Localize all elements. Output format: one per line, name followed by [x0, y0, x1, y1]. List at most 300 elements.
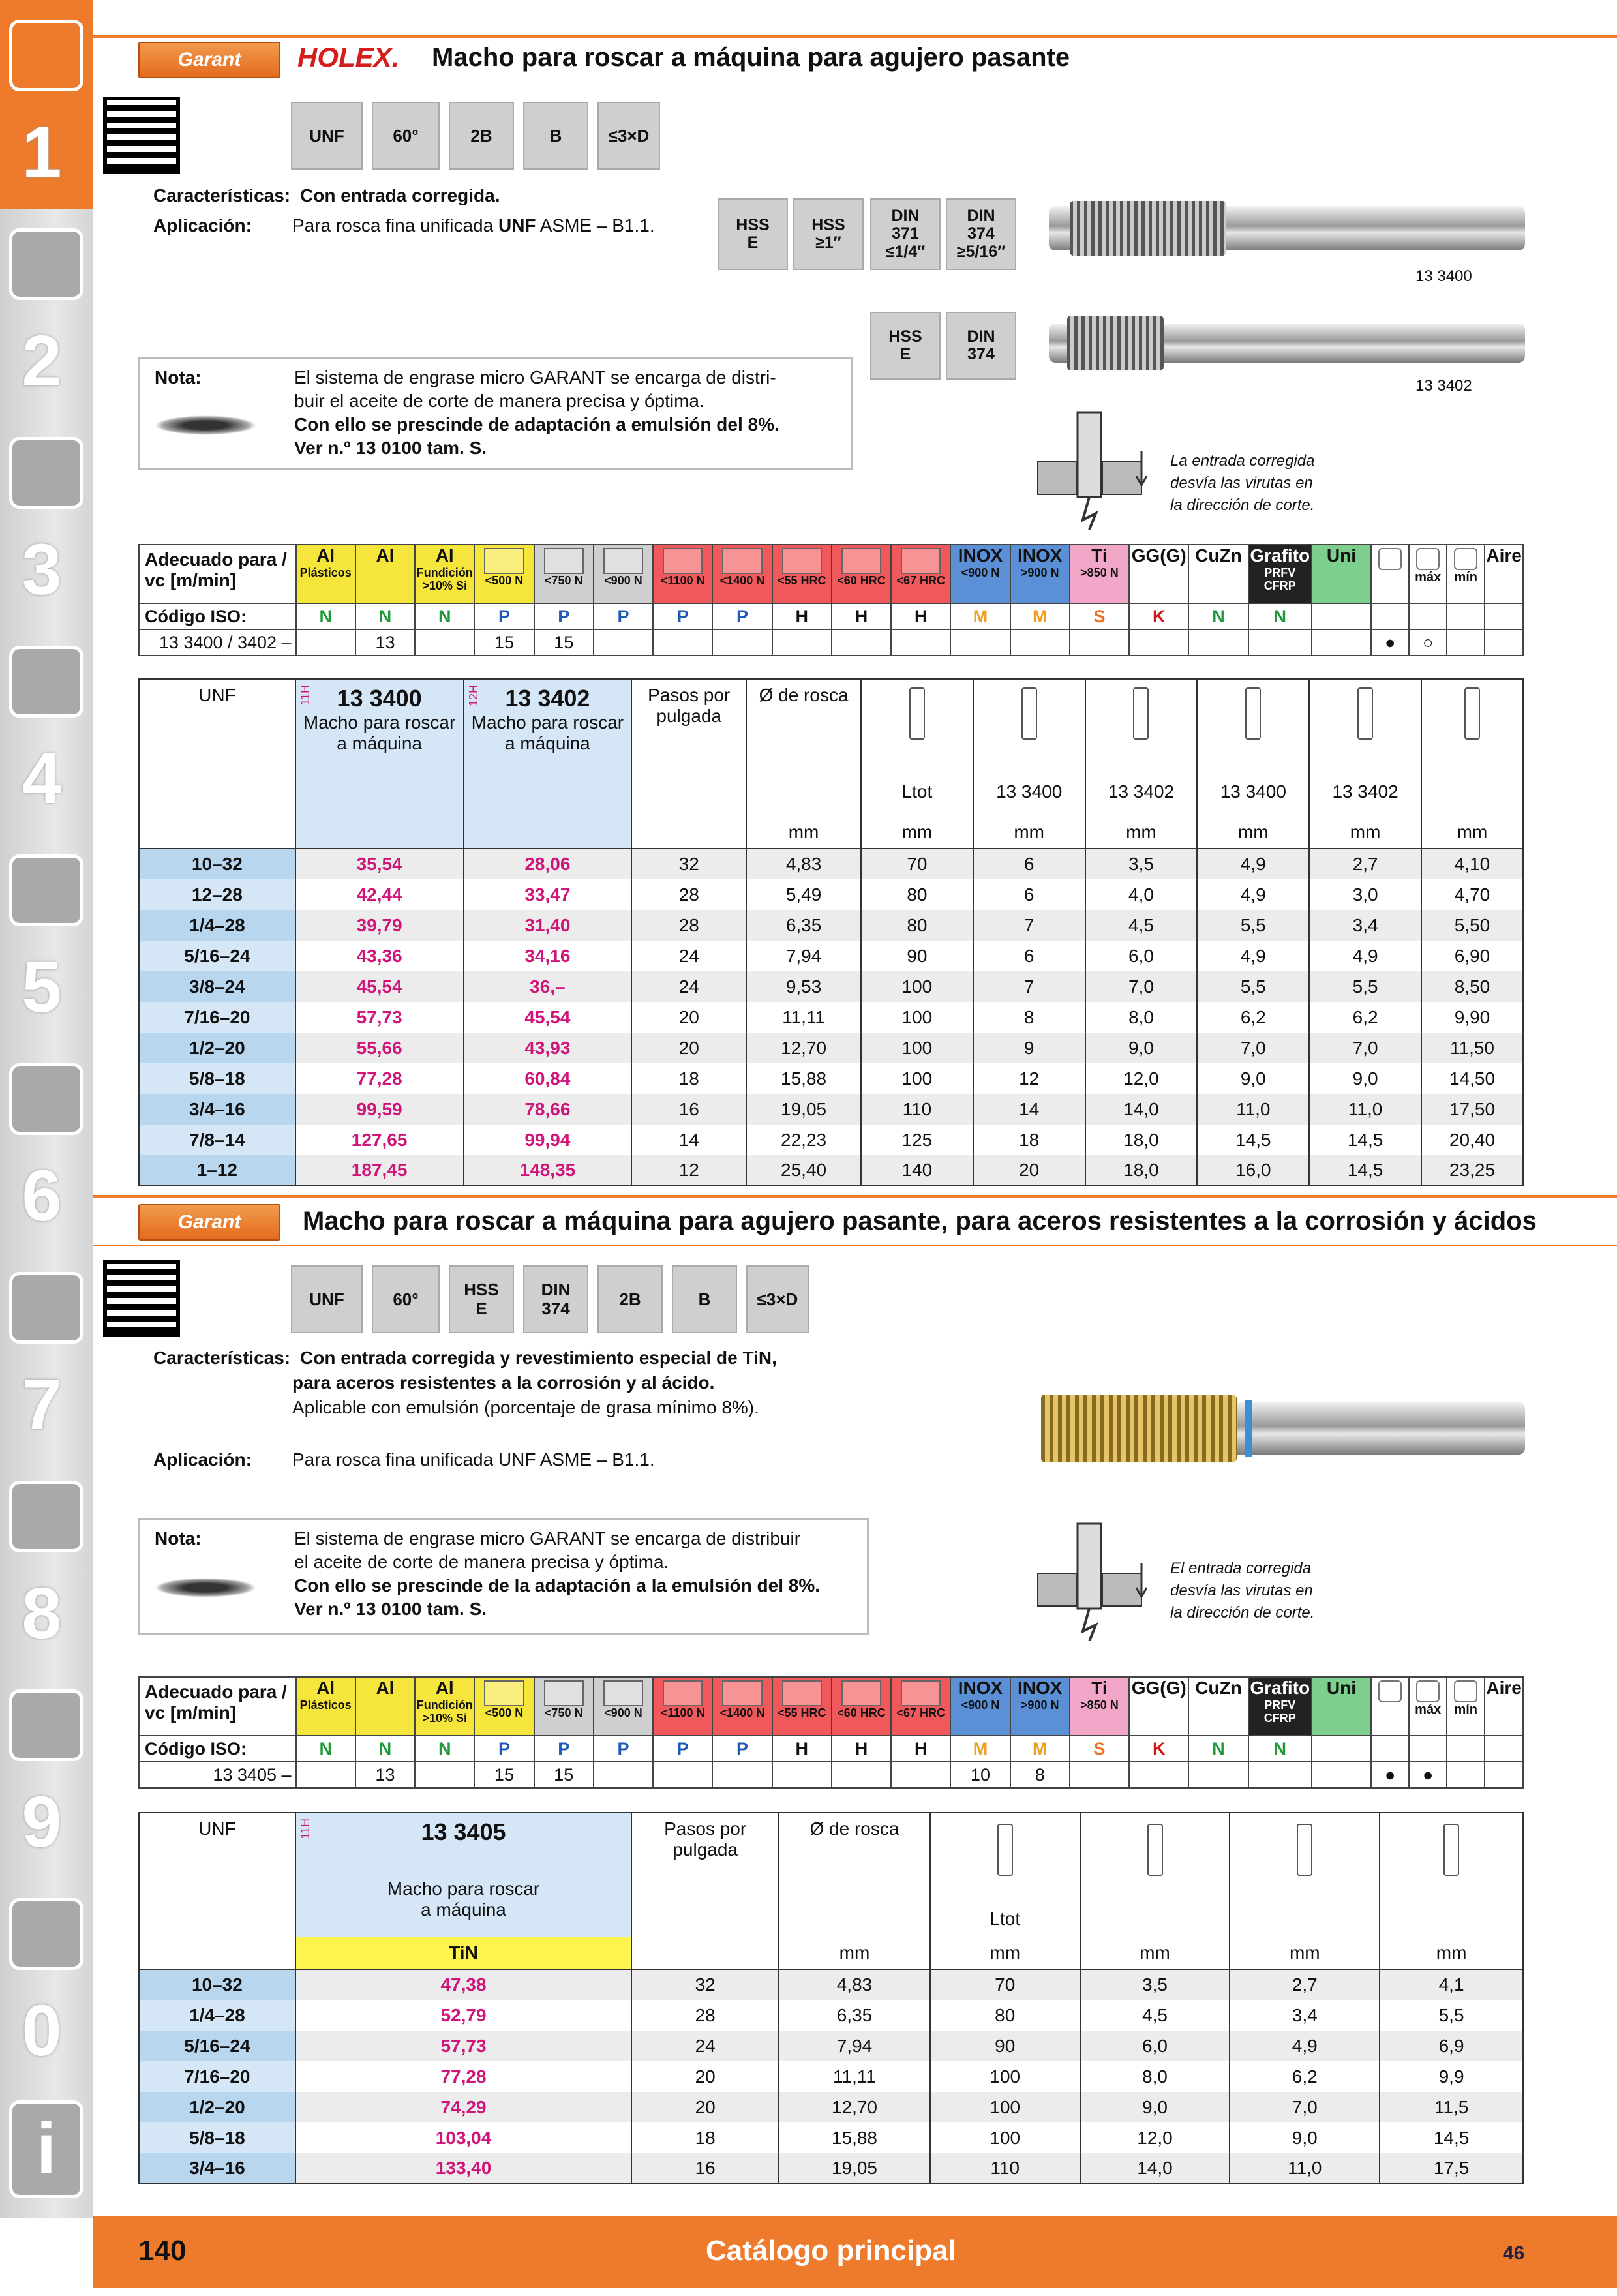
spec-icon: ≤3×D [746, 1265, 809, 1333]
table-cell: 11,0 [1197, 1094, 1309, 1125]
material-column-header: INOX >900 N [1010, 545, 1070, 603]
caption: La entrada corregida desvía las virutas en la dirección de corte. [1170, 452, 1315, 514]
chapter-number: 8 [22, 1573, 62, 1654]
price: 31,40 [464, 910, 632, 941]
table-cell: 6,9 [1380, 2031, 1523, 2061]
coolant-marker [1485, 629, 1523, 656]
iso-code: P [594, 1736, 653, 1762]
iso-code: M [1010, 603, 1070, 629]
chapter-icon [9, 228, 83, 300]
table-cell: 4,9 [1197, 849, 1309, 879]
spec-icon: B [523, 102, 588, 170]
chapter-tab-7[interactable] [0, 1252, 93, 1461]
table-cell: 4,0 [1085, 879, 1198, 910]
table-cell: 3,0 [1309, 879, 1421, 910]
cutting-speed: 15 [474, 629, 534, 656]
table-cell: 7,94 [779, 2031, 930, 2061]
qr-code-icon[interactable] [103, 1260, 180, 1337]
info-icon[interactable]: i [9, 2100, 83, 2198]
material-column-header: INOX >900 N [1010, 1677, 1070, 1736]
thread-size: 1–12 [139, 1155, 295, 1186]
table-row [139, 971, 1523, 1002]
iso-code: N [1248, 1736, 1312, 1762]
caracteristicas-line-2: para aceros resistentes a la corrosión y al ácido. [292, 1372, 715, 1393]
table-cell: 80 [930, 2000, 1080, 2031]
coolant-icon [1416, 1680, 1440, 1702]
price: 52,79 [295, 2000, 631, 2031]
material-column-header: Ti >850 N [1070, 545, 1129, 603]
table-cell: 20 [631, 2092, 779, 2122]
table-cell: 4,5 [1080, 2000, 1230, 2031]
material-column-header: <67 HRC [891, 545, 950, 603]
table-cell: 14,0 [1080, 2153, 1230, 2184]
table-cell: 18,0 [1085, 1155, 1198, 1186]
table-cell: 90 [861, 941, 973, 971]
chapter-icon [9, 1689, 83, 1761]
steel-beam-icon [841, 1680, 881, 1706]
cutting-speed: 15 [474, 1762, 534, 1788]
thread-size: 5/8–18 [139, 1063, 295, 1094]
table-cell: 9,0 [1080, 2092, 1230, 2122]
chapter-tab-i[interactable] [0, 2087, 93, 2296]
table-cell: 4,70 [1421, 879, 1523, 910]
steel-beam-icon [544, 548, 584, 574]
table-cell: 22,23 [746, 1125, 861, 1155]
thread-size: 5/8–18 [139, 2122, 295, 2153]
column-header: UNF [139, 1813, 295, 1969]
steel-beam-icon [484, 1680, 524, 1706]
table-cell: 4,10 [1421, 849, 1523, 879]
table-cell: 5,50 [1421, 910, 1523, 941]
material-column-header: Al [355, 545, 415, 603]
iso-code: M [1010, 1736, 1070, 1762]
table-cell: 17,5 [1380, 2153, 1523, 2184]
materials-table [138, 1676, 1524, 1789]
material-column-header: <1100 N [653, 1677, 712, 1736]
table-cell: 140 [861, 1155, 973, 1186]
column-header: 13 3400 mm [1197, 679, 1309, 849]
coolant-icon [1454, 548, 1477, 570]
thread-size: 3/4–16 [139, 2153, 295, 2184]
column-header: mm [1421, 679, 1523, 849]
aplicacion-text: Para rosca fina unificada UNF ASME – B1.1. [292, 215, 655, 235]
table-cell: 100 [930, 2122, 1080, 2153]
table-row [139, 1969, 1523, 2000]
chapter-icon [9, 437, 83, 509]
section-1-title: Macho para roscar a máquina para agujero pasante [432, 43, 1070, 72]
table-cell: 12 [973, 1063, 1085, 1094]
material-column-header: INOX <900 N [950, 1677, 1010, 1736]
chip-flow-diagram-icon [1037, 406, 1155, 530]
iso-code: P [712, 603, 772, 629]
table-cell: 100 [861, 1033, 973, 1063]
chapter-icon [9, 1898, 83, 1970]
note-label: Nota: [155, 367, 202, 387]
page-index: 46 [1503, 2243, 1525, 2264]
note-line-2: buir el aceite de corte de manera precisa y óptima. [294, 391, 704, 411]
table-row [139, 910, 1523, 941]
coolant-column-header: mín [1447, 545, 1485, 603]
iso-code: K [1129, 603, 1188, 629]
cutting-speed [1070, 629, 1129, 656]
table-cell: 8,50 [1421, 971, 1523, 1002]
cutting-speed: 10 [950, 1762, 1010, 1788]
material-column-header: <900 N [594, 545, 653, 603]
iso-code-label: Código ISO: [139, 1736, 296, 1762]
note-box [138, 1518, 869, 1635]
cutting-speed [1129, 1762, 1188, 1788]
material-column-header: Al Fundición >10% Si [415, 1677, 474, 1736]
material-column-header: <1400 N [712, 545, 772, 603]
material-column-header: Ti >850 N [1070, 1677, 1129, 1736]
spec-icon: DIN 374 [523, 1265, 588, 1333]
empty-cell [1447, 603, 1485, 629]
column-header: Ltot mm [861, 679, 973, 849]
material-badge: DIN 374 ≥5/16″ [946, 198, 1016, 270]
table-cell: 5,5 [1380, 2000, 1523, 2031]
iso-code: H [891, 1736, 950, 1762]
table-cell: 4,9 [1309, 941, 1421, 971]
chapter-tab-3[interactable] [0, 417, 93, 626]
table-cell: 5,5 [1197, 971, 1309, 1002]
dimension-icon [1357, 687, 1373, 740]
qr-code-icon[interactable] [103, 97, 180, 174]
empty-cell [1371, 1736, 1409, 1762]
material-column-header: <900 N [594, 1677, 653, 1736]
price: 57,73 [295, 2031, 631, 2061]
table-cell: 9,90 [1421, 1002, 1523, 1033]
article-label-13-3402: 13 3402 [1415, 377, 1472, 395]
material-column-header: <750 N [534, 1677, 594, 1736]
empty-cell [1485, 1736, 1523, 1762]
chapter-number: 5 [22, 947, 62, 1027]
spec-icon: 2B [597, 1265, 663, 1333]
section-divider [93, 1195, 1617, 1198]
table-cell: 100 [861, 1002, 973, 1033]
table-row [139, 1125, 1523, 1155]
cutting-speed [891, 1762, 950, 1788]
table-cell: 9,0 [1085, 1033, 1198, 1063]
spec-icon: HSS E [449, 1265, 514, 1333]
table-row [139, 1094, 1523, 1125]
cutting-speed [1188, 629, 1248, 656]
table-cell: 7,0 [1197, 1033, 1309, 1063]
table-cell: 32 [631, 849, 746, 879]
material-column-header: Uni [1312, 545, 1371, 603]
iso-code: P [653, 1736, 712, 1762]
section-divider [93, 1245, 1617, 1246]
table-cell: 6,0 [1085, 941, 1198, 971]
table-cell: 7,94 [746, 941, 861, 971]
spec-icon: B [672, 1265, 737, 1333]
table-cell: 20 [973, 1155, 1085, 1186]
table-cell: 8,0 [1085, 1002, 1198, 1033]
caracteristicas-line-1: Con entrada corregida y revestimiento especial de TiN, [300, 1348, 777, 1368]
table-cell: 14,5 [1380, 2122, 1523, 2153]
table-cell: 11,0 [1230, 2153, 1380, 2184]
coolant-column-header: máx [1409, 1677, 1447, 1736]
material-column-header: Grafito PRFV CFRP [1248, 1677, 1312, 1736]
price: 35,54 [295, 849, 464, 879]
column-header: mm [1080, 1813, 1230, 1969]
material-column-header: GG(G) [1129, 545, 1188, 603]
price: 43,93 [464, 1033, 632, 1063]
suitability-label: Adecuado para / vc [m/min] [139, 1677, 296, 1736]
table-cell: 125 [861, 1125, 973, 1155]
cutting-speed [415, 629, 474, 656]
table-cell: 11,11 [779, 2061, 930, 2092]
column-header: mm [1230, 1813, 1380, 1969]
material-column-header: <1100 N [653, 545, 712, 603]
iso-code: P [474, 603, 534, 629]
chapter-tab-9[interactable] [0, 1670, 93, 1879]
price: 148,35 [464, 1155, 632, 1186]
cutting-speed: 13 [355, 629, 415, 656]
iso-code: H [832, 603, 891, 629]
cutting-speed [594, 1762, 653, 1788]
table-cell: 100 [861, 1063, 973, 1094]
table-cell: 90 [930, 2031, 1080, 2061]
coolant-column-header: Aire [1485, 1677, 1523, 1736]
table-cell: 2,7 [1309, 849, 1421, 879]
vc-row-label: 13 3400 / 3402 – [139, 629, 296, 656]
table-cell: 2,7 [1230, 1969, 1380, 2000]
price: 55,66 [295, 1033, 464, 1063]
steel-beam-icon [663, 548, 703, 574]
section-divider [93, 35, 1617, 38]
section-2-title: Macho para roscar a máquina para agujero pasante, para aceros resistentes a la corrosión y ácidos [303, 1207, 1537, 1235]
coolant-marker: ● [1409, 1762, 1447, 1788]
column-header: Ø de rosca mm [746, 679, 861, 849]
iso-code: S [1070, 1736, 1129, 1762]
iso-code: H [891, 603, 950, 629]
note-line-1: El sistema de engrase micro GARANT se encarga de distri- [294, 367, 776, 387]
caracteristicas-label: Características: [153, 1348, 291, 1368]
dimensions-table [138, 1812, 1524, 2184]
empty-cell [1312, 1762, 1371, 1788]
table-cell: 16 [631, 1094, 746, 1125]
coolant-column-header: Aire [1485, 545, 1523, 603]
table-cell: 4,9 [1197, 879, 1309, 910]
material-column-header: <55 HRC [772, 1677, 832, 1736]
table-cell: 3,5 [1085, 849, 1198, 879]
table-cell: 5,5 [1309, 971, 1421, 1002]
dimensions-table [138, 678, 1524, 1186]
iso-code: P [534, 603, 594, 629]
table-row [139, 1155, 1523, 1186]
cutting-speed: 13 [355, 1762, 415, 1788]
steel-beam-icon [782, 1680, 822, 1706]
garant-logo: Garant [138, 42, 280, 78]
cutting-speed [1010, 629, 1070, 656]
cutting-speed [950, 629, 1010, 656]
thread-size: 1/2–20 [139, 2092, 295, 2122]
table-cell: 5,5 [1197, 910, 1309, 941]
material-column-header: <60 HRC [832, 1677, 891, 1736]
thread-size: 7/16–20 [139, 1002, 295, 1033]
table-cell: 16,0 [1197, 1155, 1309, 1186]
material-column-header: INOX <900 N [950, 545, 1010, 603]
column-header: 11H 13 3400 Macho para roscar a máquina [295, 679, 464, 849]
price: 34,16 [464, 941, 632, 971]
cutting-speed [891, 629, 950, 656]
cutting-speed [653, 1762, 712, 1788]
material-column-header: Al Plásticos [296, 1677, 355, 1736]
chapter-number: 4 [22, 738, 62, 819]
vc-row-label: 13 3405 – [139, 1762, 296, 1788]
iso-code: H [772, 603, 832, 629]
price: 77,28 [295, 1063, 464, 1094]
coolant-marker [1447, 1762, 1485, 1788]
table-cell: 5,49 [746, 879, 861, 910]
coolant-marker: ○ [1409, 629, 1447, 656]
dimension-icon [1147, 1824, 1163, 1876]
table-cell: 11,11 [746, 1002, 861, 1033]
table-cell: 7 [973, 971, 1085, 1002]
table-row [139, 879, 1523, 910]
column-header: 13 3402 mm [1085, 679, 1198, 849]
table-cell: 12,0 [1085, 1063, 1198, 1094]
lubrication-nozzle-icon [155, 1578, 256, 1597]
price: 47,38 [295, 1969, 631, 2000]
column-header: UNF [139, 679, 295, 849]
table-row [139, 1063, 1523, 1094]
price: 45,54 [464, 1002, 632, 1033]
steel-beam-icon [484, 548, 524, 574]
iso-code: H [832, 1736, 891, 1762]
iso-code: N [1188, 603, 1248, 629]
price: 74,29 [295, 2092, 631, 2122]
price: 127,65 [295, 1125, 464, 1155]
chapter-tab-5[interactable] [0, 835, 93, 1044]
table-cell: 6 [973, 849, 1085, 879]
table-cell: 24 [631, 2031, 779, 2061]
material-column-header: GG(G) [1129, 1677, 1188, 1736]
table-cell: 7,0 [1230, 2092, 1380, 2122]
chapter-tab-0[interactable] [0, 1879, 93, 2087]
material-column-header: <1400 N [712, 1677, 772, 1736]
coolant-column-header: máx [1409, 545, 1447, 603]
caracteristicas-text: Con entrada corregida. [300, 185, 500, 205]
coolant-column-header [1371, 1677, 1409, 1736]
table-cell: 9,0 [1197, 1063, 1309, 1094]
iso-code: N [415, 603, 474, 629]
material-column-header: <60 HRC [832, 545, 891, 603]
cutting-speed [772, 1762, 832, 1788]
note-box [138, 357, 853, 470]
spec-icon: 2B [449, 102, 514, 170]
table-cell: 18,0 [1085, 1125, 1198, 1155]
material-column-header: <67 HRC [891, 1677, 950, 1736]
material-badge: DIN 374 [946, 312, 1016, 380]
table-cell: 11,50 [1421, 1033, 1523, 1063]
table-cell: 100 [861, 971, 973, 1002]
note-line-4: Ver n.º 13 0100 tam. S. [294, 1599, 487, 1619]
steel-beam-icon [901, 1680, 941, 1706]
thread-size: 1/4–28 [139, 910, 295, 941]
dimension-icon [997, 1824, 1013, 1876]
table-cell: 110 [861, 1094, 973, 1125]
material-column-header: CuZn [1188, 1677, 1248, 1736]
steel-beam-icon [603, 1680, 643, 1706]
table-cell: 14,5 [1197, 1125, 1309, 1155]
table-cell: 14,5 [1309, 1155, 1421, 1186]
table-cell: 14 [973, 1094, 1085, 1125]
price: 99,59 [295, 1094, 464, 1125]
material-badge: HSS ≥1″ [793, 198, 864, 270]
table-cell: 11,0 [1309, 1094, 1421, 1125]
empty-cell [1371, 603, 1409, 629]
chapter-tab-2[interactable] [0, 209, 93, 417]
table-cell: 15,88 [746, 1063, 861, 1094]
table-cell: 4,83 [746, 849, 861, 879]
table-cell: 9,0 [1230, 2122, 1380, 2153]
note-line-3: Con ello se prescinde de la adaptación a la emulsión del 8%. [294, 1575, 821, 1595]
chapter-icon [9, 20, 83, 91]
column-header: Ø de rosca mm [779, 1813, 930, 1969]
coolant-icon [1454, 1680, 1477, 1702]
table-row [139, 1002, 1523, 1033]
price: 39,79 [295, 910, 464, 941]
table-cell: 12,70 [779, 2092, 930, 2122]
chapter-number: 1 [22, 112, 62, 192]
chapter-tab-4[interactable] [0, 626, 93, 835]
chapter-tab-6[interactable] [0, 1044, 93, 1252]
chapter-icon [9, 1272, 83, 1344]
coolant-icon [1416, 548, 1440, 570]
cutting-speed [415, 1762, 474, 1788]
column-header: Pasos por pulgada [631, 1813, 779, 1969]
cutting-speed: 15 [534, 629, 594, 656]
chapter-tab-8[interactable] [0, 1461, 93, 1670]
chapter-number: 9 [22, 1782, 62, 1862]
price: 42,44 [295, 879, 464, 910]
table-cell: 19,05 [746, 1094, 861, 1125]
table-cell: 24 [631, 941, 746, 971]
column-header: mm [1380, 1813, 1523, 1969]
dimension-icon [909, 687, 925, 740]
table-cell: 4,83 [779, 1969, 930, 2000]
table-cell: 8,0 [1080, 2061, 1230, 2092]
note-line-4: Ver n.º 13 0100 tam. S. [294, 438, 487, 458]
blue-ring-icon [1245, 1400, 1252, 1457]
cutting-speed [1188, 1762, 1248, 1788]
table-cell: 24 [631, 971, 746, 1002]
page-footer [93, 2216, 1617, 2288]
cutting-speed [832, 1762, 891, 1788]
cutting-speed [653, 629, 712, 656]
steel-beam-icon [544, 1680, 584, 1706]
cutting-speed [1070, 1762, 1129, 1788]
table-row [139, 1033, 1523, 1063]
chapter-icon [9, 1481, 83, 1552]
thread-size: 5/16–24 [139, 941, 295, 971]
table-cell: 15,88 [779, 2122, 930, 2153]
cutting-speed: 8 [1010, 1762, 1070, 1788]
table-cell: 6 [973, 879, 1085, 910]
price: 78,66 [464, 1094, 632, 1125]
column-header: 11H 13 3405 Macho para roscar a máquina TiN [295, 1813, 631, 1969]
spec-icon: 60° [372, 1265, 440, 1333]
material-badge: HSS E [718, 198, 788, 270]
steel-beam-icon [663, 1680, 703, 1706]
chapter-tab-1[interactable] [0, 0, 93, 209]
spec-icon: UNF [291, 102, 363, 170]
aplicacion-label: Aplicación: [153, 215, 252, 235]
article-label-13-3400: 13 3400 [1415, 267, 1472, 285]
price: 33,47 [464, 879, 632, 910]
chapter-number: 0 [22, 1991, 62, 2071]
